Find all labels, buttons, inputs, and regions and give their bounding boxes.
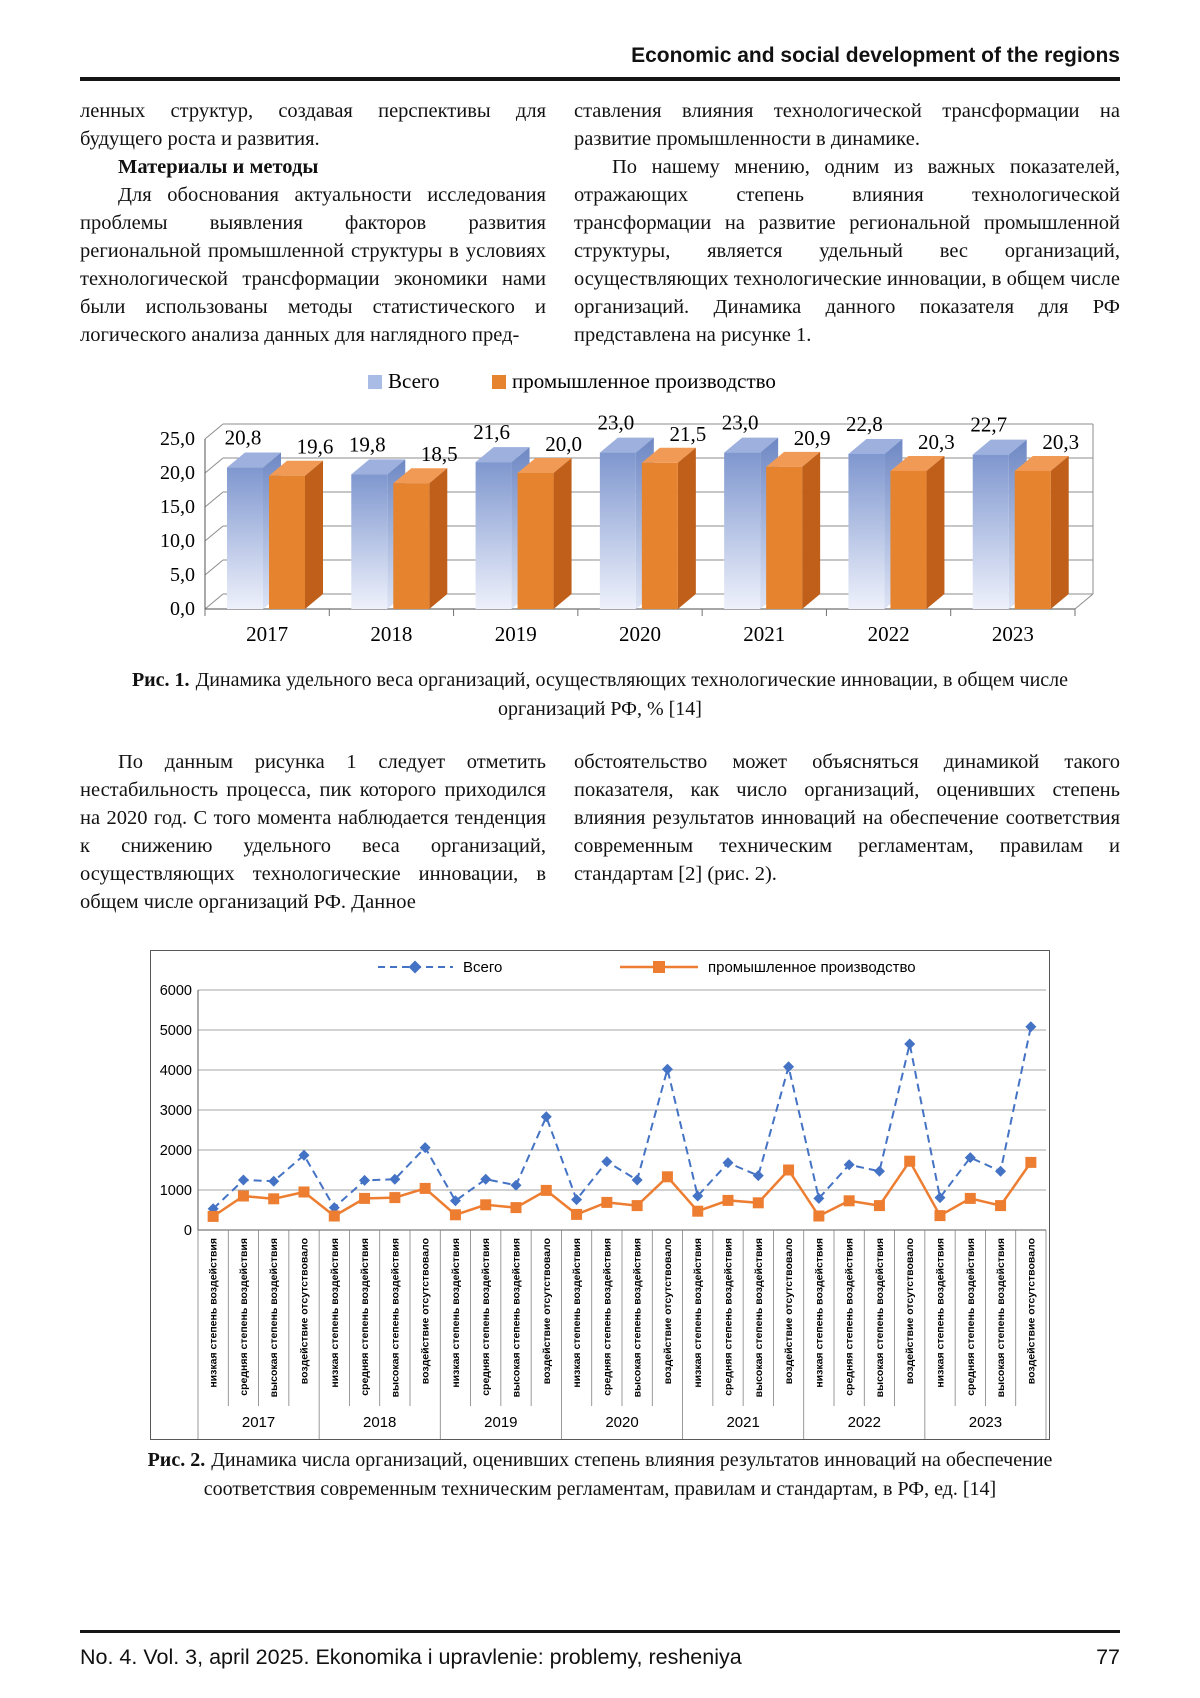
svg-text:2020: 2020 (619, 622, 661, 646)
svg-text:средняя степень воздействия: средняя степень воздействия (601, 1238, 614, 1396)
svg-text:20,0: 20,0 (160, 462, 195, 484)
figure2 (80, 950, 1120, 1504)
svg-text:высокая степень воздействия: высокая степень воздействия (389, 1238, 402, 1398)
figure1-caption (90, 666, 1110, 724)
svg-text:2021: 2021 (743, 622, 786, 646)
svg-text:низкая степень воздействия: низкая степень воздействия (813, 1238, 826, 1388)
svg-text:высокая степень воздействия: высокая степень воздействия (752, 1238, 765, 1398)
svg-text:0: 0 (183, 1223, 192, 1239)
figure2-caption (90, 1446, 1110, 1504)
svg-text:20,0: 20,0 (545, 432, 582, 456)
paragraph: По нашему мнению, одним из важных показателей, отражающих степень влияния технологической трансформации на развитие региональной промышленной структуры, является удельный вес организаций, осуществляющих технологические инновации, в общем числе организаций. Динамика данного показателя для РФ представлена на рисунке 1. (574, 156, 1120, 346)
svg-text:18,5: 18,5 (420, 442, 458, 467)
svg-text:25,0: 25,0 (160, 428, 195, 450)
column-left (80, 748, 546, 916)
svg-text:2023: 2023 (968, 1414, 1003, 1431)
svg-text:воздействие отсутствовало: воздействие отсутствовало (904, 1238, 917, 1385)
svg-text:Всего: Всего (388, 369, 440, 393)
svg-text:средняя степень воздействия: средняя степень воздействия (722, 1238, 735, 1396)
svg-text:20,9: 20,9 (793, 425, 831, 450)
svg-text:средняя степень воздействия: средняя степень воздействия (237, 1238, 250, 1396)
figure1-bar-chart (80, 369, 1120, 655)
svg-text:23,0: 23,0 (721, 410, 759, 435)
paragraph: ставления влияния технологической трансформации на развитие промышленности в динамике. (574, 100, 1120, 150)
section-heading: Материалы и методы (118, 156, 319, 178)
svg-text:19,6: 19,6 (296, 434, 334, 459)
svg-text:низкая степень воздействия: низкая степень воздействия (207, 1238, 220, 1388)
svg-text:воздействие отсутствовало: воздействие отсутствовало (298, 1238, 311, 1385)
svg-text:5,0: 5,0 (170, 564, 195, 586)
svg-text:высокая степень воздействия: высокая степень воздействия (510, 1238, 523, 1398)
svg-text:низкая степень воздействия: низкая степень воздействия (692, 1238, 705, 1388)
svg-text:19,8: 19,8 (348, 432, 386, 457)
svg-text:23,0: 23,0 (597, 410, 635, 435)
svg-text:1000: 1000 (159, 1183, 192, 1199)
svg-text:0,0: 0,0 (170, 598, 195, 620)
svg-text:22,8: 22,8 (846, 411, 883, 436)
page-number: 77 (1096, 1645, 1120, 1669)
svg-text:20,8: 20,8 (224, 425, 262, 450)
svg-text:Всего: Всего (463, 959, 503, 976)
svg-text:низкая степень воздействия: низкая степень воздействия (571, 1238, 584, 1388)
svg-text:10,0: 10,0 (160, 530, 195, 552)
svg-text:5000: 5000 (159, 1023, 192, 1039)
svg-text:21,6: 21,6 (473, 420, 510, 445)
page-footer (80, 1630, 1120, 1670)
svg-text:промышленное производство: промышленное производство (708, 959, 916, 976)
figure1-caption-label: Рис. 1. (131, 669, 190, 691)
paragraph: ленных структур, создавая перспективы для будущего роста и развития. (80, 100, 546, 150)
column-left (80, 97, 546, 349)
svg-text:2023: 2023 (991, 622, 1034, 646)
svg-text:средняя степень воздействия: средняя степень воздействия (359, 1238, 372, 1396)
svg-text:высокая степень воздействия: высокая степень воздействия (268, 1238, 281, 1398)
svg-text:низкая степень воздействия: низкая степень воздействия (934, 1238, 947, 1388)
svg-text:3000: 3000 (159, 1103, 192, 1119)
svg-text:22,7: 22,7 (970, 412, 1008, 437)
svg-text:высокая степень воздействия: высокая степень воздействия (873, 1238, 886, 1398)
svg-text:промышленное производство: промышленное производство (512, 369, 776, 393)
svg-text:20,3: 20,3 (918, 429, 955, 454)
svg-text:низкая степень воздействия: низкая степень воздействия (328, 1238, 341, 1388)
journal-line: No. 4. Vol. 3, april 2025. Ekonomika i upravlenie: problemy, resheniya (80, 1645, 742, 1669)
column-right (574, 97, 1120, 349)
svg-text:2021: 2021 (726, 1414, 760, 1431)
svg-text:воздействие отсутствовало: воздействие отсутствовало (419, 1238, 432, 1385)
figure2-caption-text: Динамика числа организаций, оценивших степень влияния результатов инноваций на обеспечение соответствия современным техническим регламентам, правилам и стандартам, в РФ, ед. [14] (203, 1449, 1053, 1500)
svg-text:2019: 2019 (484, 1414, 518, 1431)
svg-text:средняя степень воздействия: средняя степень воздействия (964, 1238, 977, 1396)
svg-text:2017: 2017 (246, 622, 289, 646)
svg-text:высокая степень воздействия: высокая степень воздействия (995, 1238, 1008, 1398)
header-rule (80, 77, 1120, 81)
column-right (574, 748, 1120, 916)
running-head: Economic and social development of the regions (631, 44, 1120, 67)
svg-text:15,0: 15,0 (160, 496, 195, 518)
svg-text:воздействие отсутствовало: воздействие отсутствовало (1025, 1238, 1038, 1385)
figure1 (80, 369, 1120, 724)
svg-text:4000: 4000 (159, 1063, 192, 1079)
svg-text:2020: 2020 (605, 1414, 639, 1431)
svg-text:2018: 2018 (363, 1414, 397, 1431)
svg-text:низкая степень воздействия: низкая степень воздействия (449, 1238, 462, 1388)
svg-text:средняя степень воздействия: средняя степень воздействия (480, 1238, 493, 1396)
figure2-caption-label: Рис. 2. (147, 1449, 206, 1471)
svg-text:2022: 2022 (847, 1414, 881, 1431)
svg-text:воздействие отсутствовало: воздействие отсутствовало (540, 1238, 553, 1385)
svg-text:2000: 2000 (159, 1143, 192, 1159)
svg-text:2017: 2017 (241, 1414, 276, 1431)
body-columns-mid (80, 748, 1120, 916)
svg-text:20,3: 20,3 (1042, 429, 1080, 454)
svg-text:21,5: 21,5 (669, 421, 707, 446)
svg-text:высокая степень воздействия: высокая степень воздействия (631, 1238, 644, 1398)
paragraph: По данным рисунка 1 следует отметить нестабильность процесса, пик которого приходился на 2020 год. С того момента наблюдается тенденция к снижению удельного веса организаций, осуществляющих технологические инновации, в общем числе организаций РФ. Данное (80, 751, 546, 913)
svg-text:средняя степень воздействия: средняя степень воздействия (843, 1238, 856, 1396)
paragraph: обстоятельство может объясняться динамикой такого показателя, как число организаций, оценивших степень влияния результатов инноваций на обеспечение соответствия современным техническим регламентам, правилам и стандартам [2] (рис. 2). (574, 751, 1120, 885)
svg-text:воздействие отсутствовало: воздействие отсутствовало (661, 1238, 674, 1385)
paragraph: Для обоснования актуальности исследования проблемы выявления факторов развития региональной промышленной структуры в условиях технологической трансформации экономики нами были использованы методы статистического и логического анализа данных для наглядного пред- (80, 184, 546, 346)
svg-text:воздействие отсутствовало: воздействие отсутствовало (783, 1238, 796, 1385)
svg-text:2019: 2019 (494, 622, 537, 646)
svg-text:2018: 2018 (370, 622, 413, 646)
figure1-caption-text: Динамика удельного веса организаций, осуществляющих технологические инновации, в общем числе организаций РФ, % [14] (195, 669, 1069, 720)
figure2-line-chart (150, 950, 1050, 1440)
svg-text:6000: 6000 (159, 983, 192, 999)
svg-text:2022: 2022 (867, 622, 910, 646)
body-columns-top (80, 97, 1120, 349)
